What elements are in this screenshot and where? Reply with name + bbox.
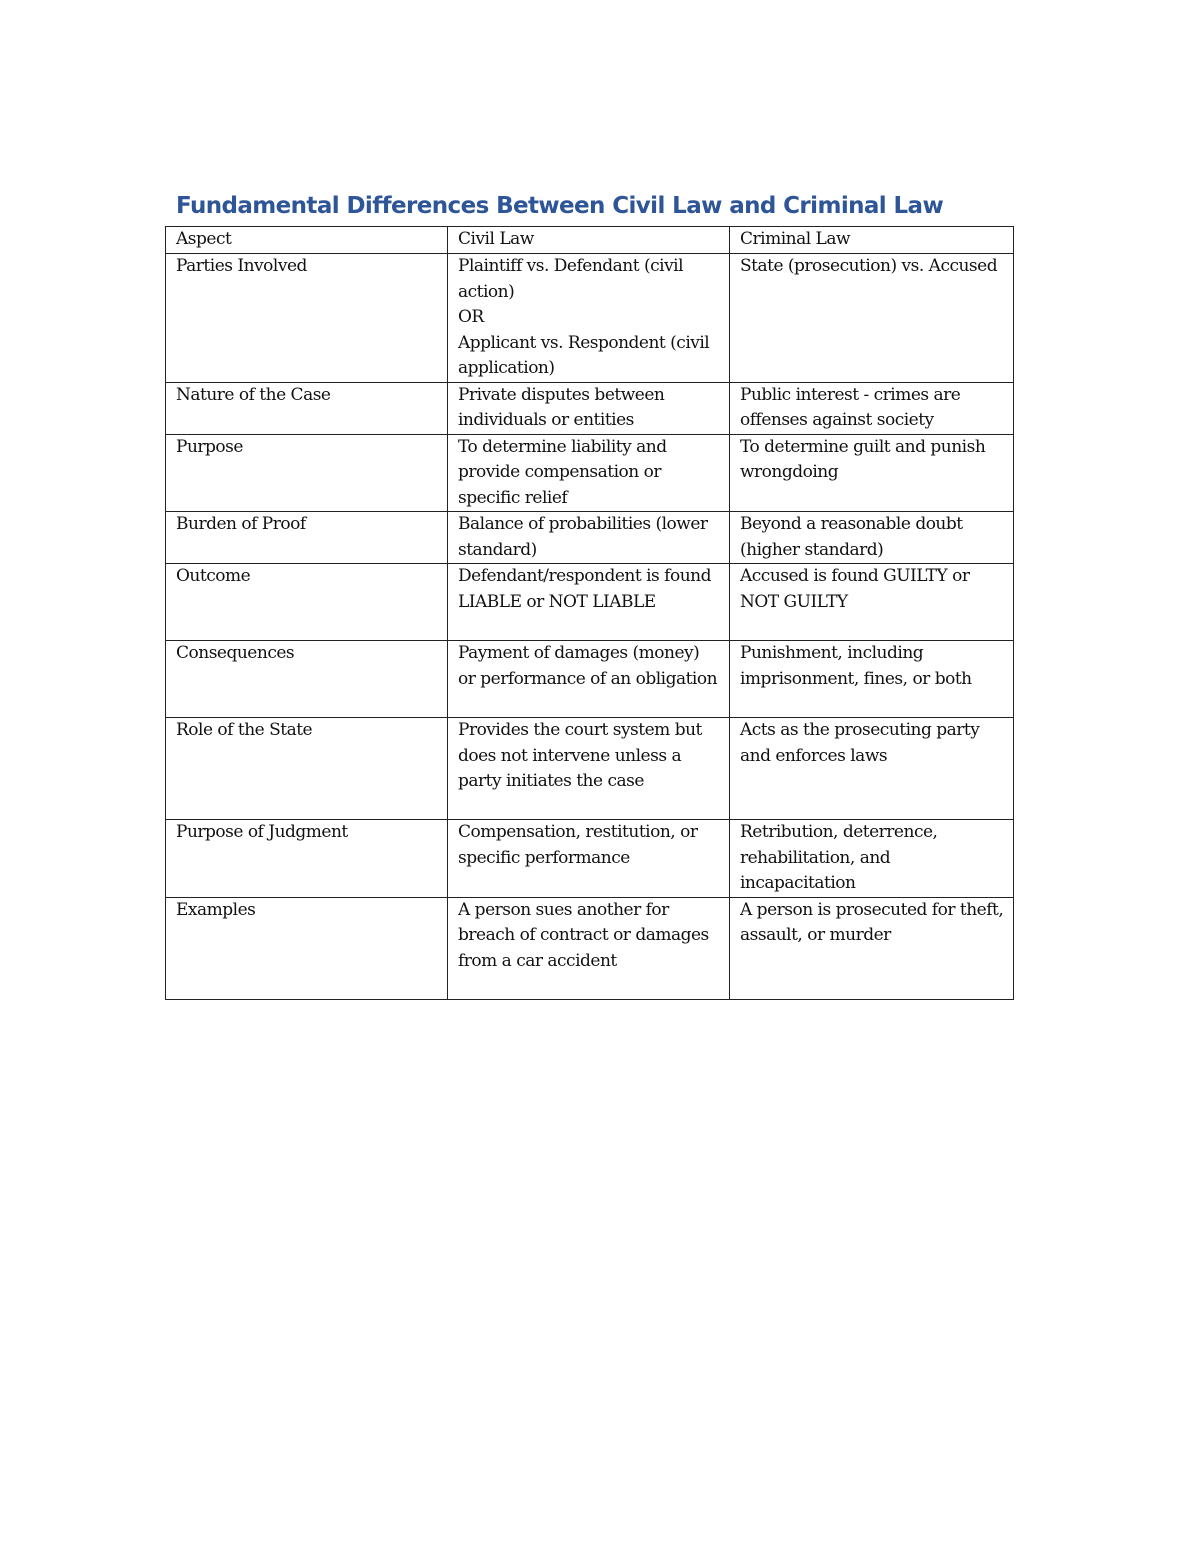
table-header-row [166,227,1014,254]
aspect-cell: Purpose of Judgment [166,820,448,898]
table-row [166,718,1014,820]
table-row [166,564,1014,641]
table-row [166,254,1014,383]
table-row [166,382,1014,434]
table-row [166,434,1014,512]
civil-law-cell: To determine liability and provide compensation or specific relief [448,434,730,512]
civil-law-cell: Private disputes between individuals or entities [448,382,730,434]
criminal-law-cell: A person is prosecuted for theft, assault, or murder [730,897,1014,999]
header-civil-law: Civil Law [448,227,730,254]
aspect-cell: Parties Involved [166,254,448,383]
civil-law-cell: A person sues another for breach of contract or damages from a car accident [448,897,730,999]
civil-law-cell: Balance of probabilities (lower standard) [448,512,730,564]
table-row [166,512,1014,564]
civil-law-cell: Compensation, restitution, or specific performance [448,820,730,898]
civil-law-cell: Plaintiff vs. Defendant (civil action) OR Applicant vs. Respondent (civil application) [448,254,730,383]
aspect-cell: Role of the State [166,718,448,820]
table-row [166,820,1014,898]
civil-law-cell: Payment of damages (money) or performance of an obligation [448,641,730,718]
criminal-law-cell: Acts as the prosecuting party and enforces laws [730,718,1014,820]
page-title: Fundamental Differences Between Civil Law and Criminal Law [176,193,944,219]
aspect-cell: Nature of the Case [166,382,448,434]
comparison-table [165,226,1014,1000]
criminal-law-cell: Public interest - crimes are offenses against society [730,382,1014,434]
aspect-cell: Burden of Proof [166,512,448,564]
aspect-cell: Examples [166,897,448,999]
criminal-law-cell: To determine guilt and punish wrongdoing [730,434,1014,512]
header-criminal-law: Criminal Law [730,227,1014,254]
criminal-law-cell: State (prosecution) vs. Accused [730,254,1014,383]
civil-law-cell: Defendant/respondent is found LIABLE or NOT LIABLE [448,564,730,641]
table-row [166,897,1014,999]
criminal-law-cell: Retribution, deterrence, rehabilitation, and incapacitation [730,820,1014,898]
criminal-law-cell: Punishment, including imprisonment, fines, or both [730,641,1014,718]
aspect-cell: Purpose [166,434,448,512]
criminal-law-cell: Accused is found GUILTY or NOT GUILTY [730,564,1014,641]
aspect-cell: Outcome [166,564,448,641]
aspect-cell: Consequences [166,641,448,718]
table-row [166,641,1014,718]
criminal-law-cell: Beyond a reasonable doubt (higher standard) [730,512,1014,564]
civil-law-cell: Provides the court system but does not intervene unless a party initiates the case [448,718,730,820]
header-aspect: Aspect [166,227,448,254]
